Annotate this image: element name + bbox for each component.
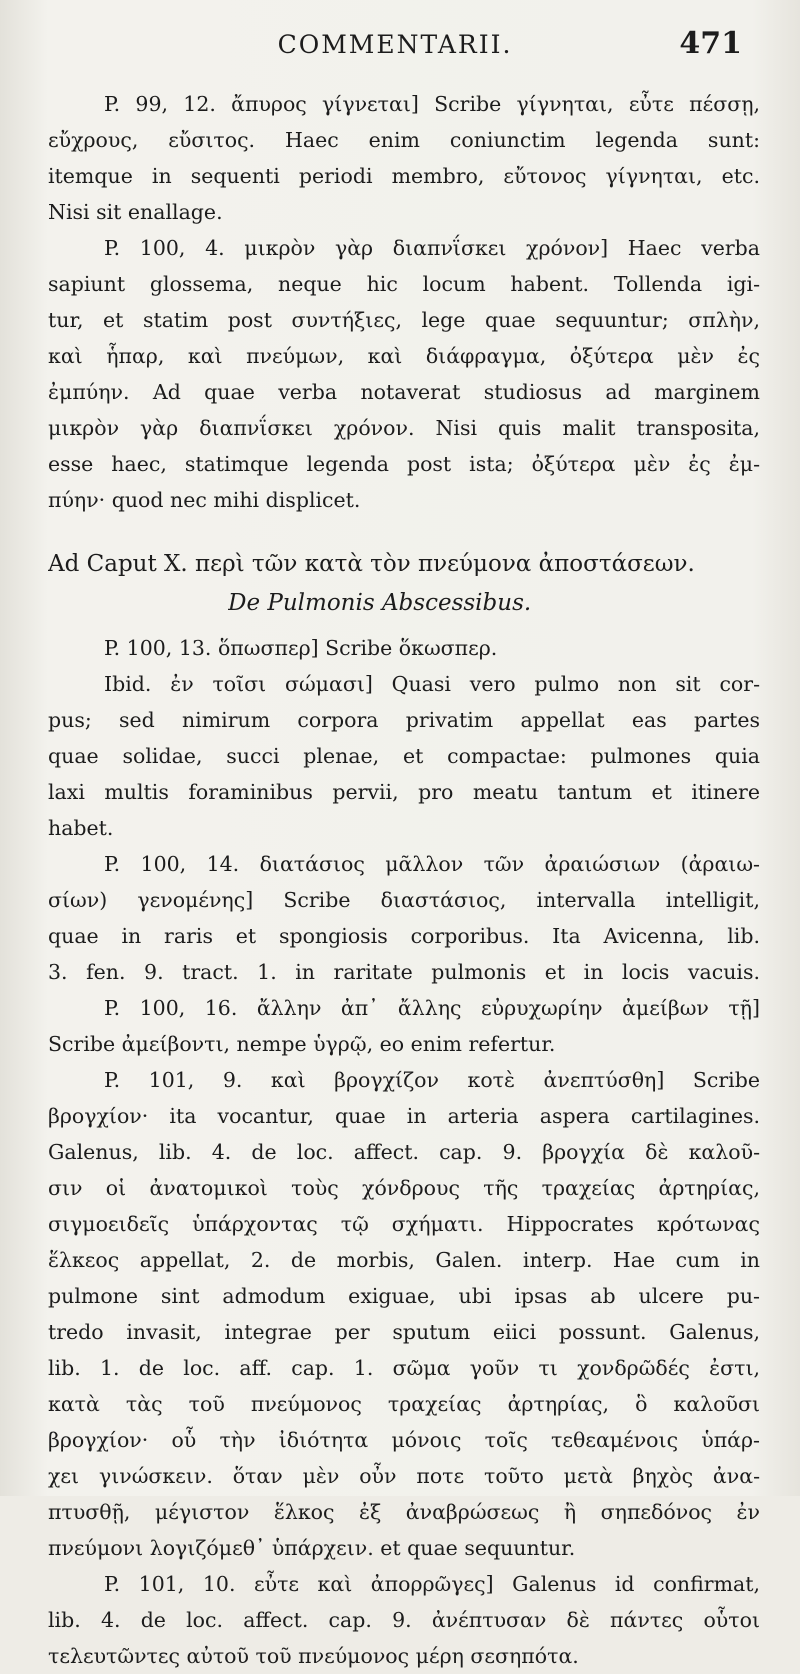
text-line: P. 101, 9. καὶ βρογχίζον κοτὲ ἀνεπτύσθη] Scribe [104,1068,760,1092]
text-line: esse haec, statimque legenda post ista; ὀξύτερα μὲν ἐς ἐμ- [48,452,760,476]
text-line: σιγμοειδεῖς ὑπάρχοντας τῷ σχήματι. Hippocrates κρότωνας [48,1212,760,1236]
text-line: 3. fen. 9. tract. 1. in raritate pulmonis et in locis vacuis. [48,960,760,984]
running-title: COMMENTARII. [277,30,513,59]
text-line: πύην· quod nec mihi displicet. [48,488,361,512]
text-line: P. 101, 10. εὖτε καὶ ἀπορρῶγες] Galenus id confirmat, [104,1572,760,1596]
text-line: πτυσθῇ, μέγιστον ἕλκος ἐξ ἀναβρώσεως ἢ σηπεδόνος ἐν [48,1500,760,1524]
text-line: ἕλκεος appellat, 2. de morbis, Galen. interp. Hae cum in [48,1248,760,1272]
text-line: P. 100, 13. ὅπωσπερ] Scribe ὅκωσπερ. [104,636,498,660]
text-line: βρογχίον· ita vocantur, quae in arteria aspera cartilagines. [48,1104,760,1128]
commentary-body [48,86,760,1674]
text-line: laxi multis foraminibus pervii, pro meatu tantum et itinere [48,780,760,804]
text-line: σιν οἱ ἀνατομικοὶ τοὺς χόνδρους τῆς τραχείας ἀρτηρίας, [48,1176,760,1200]
text-line: καὶ ἧπαρ, καὶ πνεύμων, καὶ διάφραγμα, ὀξύτερα μὲν ἐς [48,344,760,368]
text-line: μικρὸν γὰρ διαπνΐσκει χρόνον. Nisi quis malit transposita, [48,416,760,440]
text-line: Galenus, lib. 4. de loc. affect. cap. 9. βρογχία δὲ καλοῦ- [48,1140,760,1164]
text-line: σίων) γενομένης] Scribe διαστάσιος, intervalla intelligit, [48,888,760,912]
text-line: quae solidae, succi plenae, et compactae: pulmones quia [48,744,760,768]
text-line: τελευτῶντες αὐτοῦ τοῦ πνεύμονος μέρη σεσηπότα. [48,1644,579,1668]
text-line: quae in raris et spongiosis corporibus. Ita Avicenna, lib. [48,924,760,948]
page-number: 471 [679,26,742,61]
text-line: βρογχίον· οὗ τὴν ἰδιότητα μόνοις τοῖς τεθεαμένοις ὑπάρ- [48,1428,760,1452]
chapter-heading: Ad Caput X. περὶ τῶν κατὰ τὸν πνεύμονα ἀποστάσεων. [48,551,695,577]
text-line: pulmone sint admodum exiguae, ubi ipsas ab ulcere pu- [48,1284,760,1308]
text-line: ἐμπύην. Ad quae verba notaverat studiosus ad marginem [48,380,760,404]
text-line: εὔχρους, εὔσιτος. Haec enim coniunctim legenda sunt: [48,128,760,152]
text-line: Ibid. ἐν τοῖσι σώμασι] Quasi vero pulmo non sit cor- [104,672,760,696]
text-line: πνεύμονι λογιζόμεθ᾿ ὑπάρχειν. et quae sequuntur. [48,1536,576,1560]
chapter-subtitle: De Pulmonis Abscessibus. [228,590,532,616]
running-header [48,18,742,66]
text-line: sapiunt glossema, neque hic locum habent. Tollenda igi- [48,272,760,296]
text-line: lib. 4. de loc. affect. cap. 9. ἀνέπτυσαν δὲ πάντες οὗτοι [48,1608,760,1632]
text-line: χει γινώσκειν. ὅταν μὲν οὖν ποτε τοῦτο μετὰ βηχὸς ἀνα- [48,1464,760,1488]
text-line: κατὰ τὰς τοῦ πνεύμονος τραχείας ἀρτηρίας, ὃ καλοῦσι [48,1392,760,1416]
text-line: P. 99, 12. ἄπυρος γίγνεται] Scribe γίγνηται, εὖτε πέσσῃ, [104,92,760,116]
text-line: Scribe ἀμείβοντι, nempe ὑγρῷ, eo enim refertur. [48,1032,556,1056]
text-line: P. 100, 16. ἄλλην ἀπ᾿ ἄλλης εὐρυχωρίην ἀμείβων τῇ] [104,996,760,1020]
text-line: pus; sed nimirum corpora privatim appellat eas partes [48,708,760,732]
text-line: itemque in sequenti periodi membro, εὔτονος γίγνηται, etc. [48,164,760,188]
text-line: Nisi sit enallage. [48,200,223,224]
text-line: P. 100, 14. διατάσιος μᾶλλον τῶν ἀραιώσιων (ἀραιω- [104,852,760,876]
text-line: habet. [48,816,114,840]
text-line: tur, et statim post συντήξιες, lege quae sequuntur; σπλὴν, [48,308,760,332]
text-line: lib. 1. de loc. aff. cap. 1. σῶμα γοῦν τι χονδρῶδές ἐστι, [48,1356,760,1380]
text-line: P. 100, 4. μικρὸν γὰρ διαπνΐσκει χρόνον] Haec verba [104,236,760,260]
text-line: tredo invasit, integrae per sputum eiici possunt. Galenus, [48,1320,760,1344]
